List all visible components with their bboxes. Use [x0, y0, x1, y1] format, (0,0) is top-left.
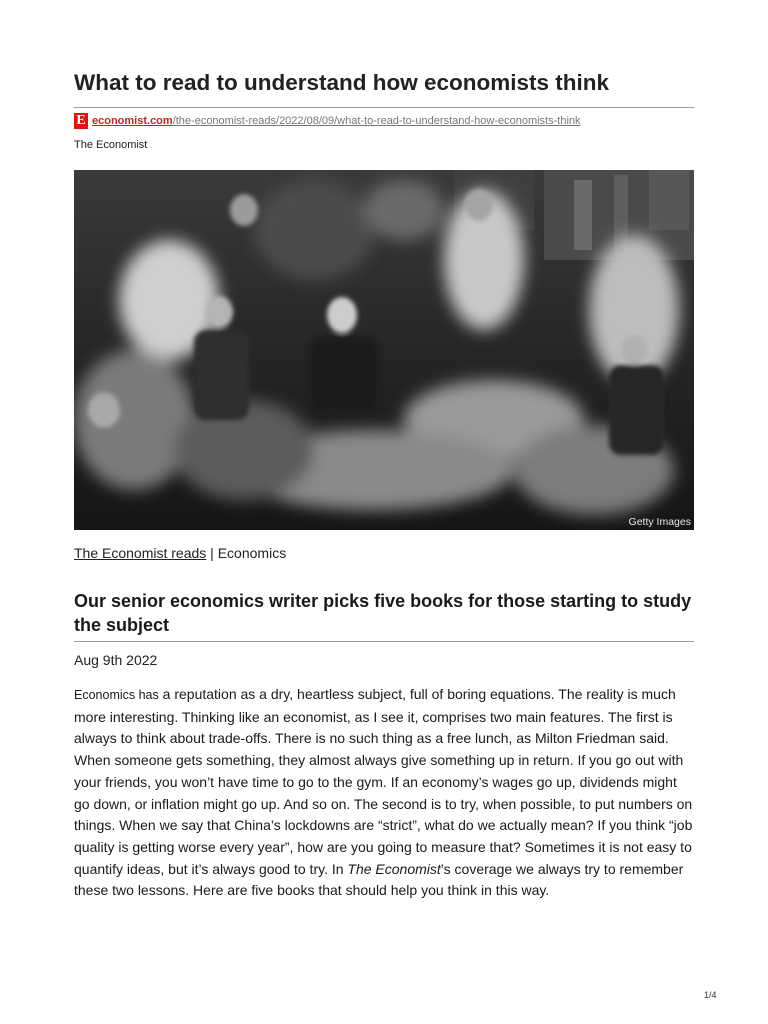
economist-logo-icon: E [74, 113, 88, 129]
section-separator: | [206, 545, 218, 561]
body-paragraph [74, 684, 694, 902]
article-title: What to read to understand how economists think [74, 70, 610, 95]
trading-floor-photo-image [74, 170, 694, 530]
publish-date: Aug 9th 2022 [74, 652, 158, 668]
publication-name: The Economist [74, 139, 148, 151]
url-path-link[interactable]: /the-economist-reads/2022/08/09/what-to-read-to-understand-how-economists-think [172, 115, 581, 127]
body-text-2: ’s coverage we always try to remember these two lessons. Here are five books that should help you think in this way. [74, 860, 684, 899]
page-number: 1/4 [704, 990, 717, 1000]
article-subtitle: Our senior economics writer picks five books for those starting to study the subject [74, 591, 692, 635]
photo-credit: Getty Images [628, 516, 691, 528]
section-breadcrumb [74, 545, 286, 561]
subtitle-divider [74, 641, 694, 642]
body-text-1: a reputation as a dry, heartless subject, full of boring equations. The reality is much more interesting. Thinking like an economist, as I see it, comprises two main features. The first is always to think about trade-offs. There is no such thing as a free lunch, as Milton Friedman said. When someone gets something, they almost always give something up in return. If you go out with your friends, you won’t have time to go to the gym. If an economy’s wages go up, dividends might go down, or inflation might go up. And so on. The second is to try, when possible, to put numbers on things. When we say that China’s lockdowns are “strict”, what do we actually mean? If you think “job quality is getting worse every year”, how are you going to measure that? Sometimes it is not easy to quantify ideas, but it’s always good to try. In [74, 686, 693, 877]
title-divider [74, 107, 694, 108]
lead-in: Economics has [74, 688, 159, 702]
article-photo [74, 170, 694, 530]
article-body [74, 684, 694, 902]
body-italic: The Economist [347, 860, 441, 877]
source-url[interactable] [74, 113, 581, 129]
section-topic: Economics [217, 545, 287, 561]
section-link[interactable]: The Economist reads [74, 545, 207, 561]
url-domain-link[interactable]: economist.com [92, 115, 173, 127]
